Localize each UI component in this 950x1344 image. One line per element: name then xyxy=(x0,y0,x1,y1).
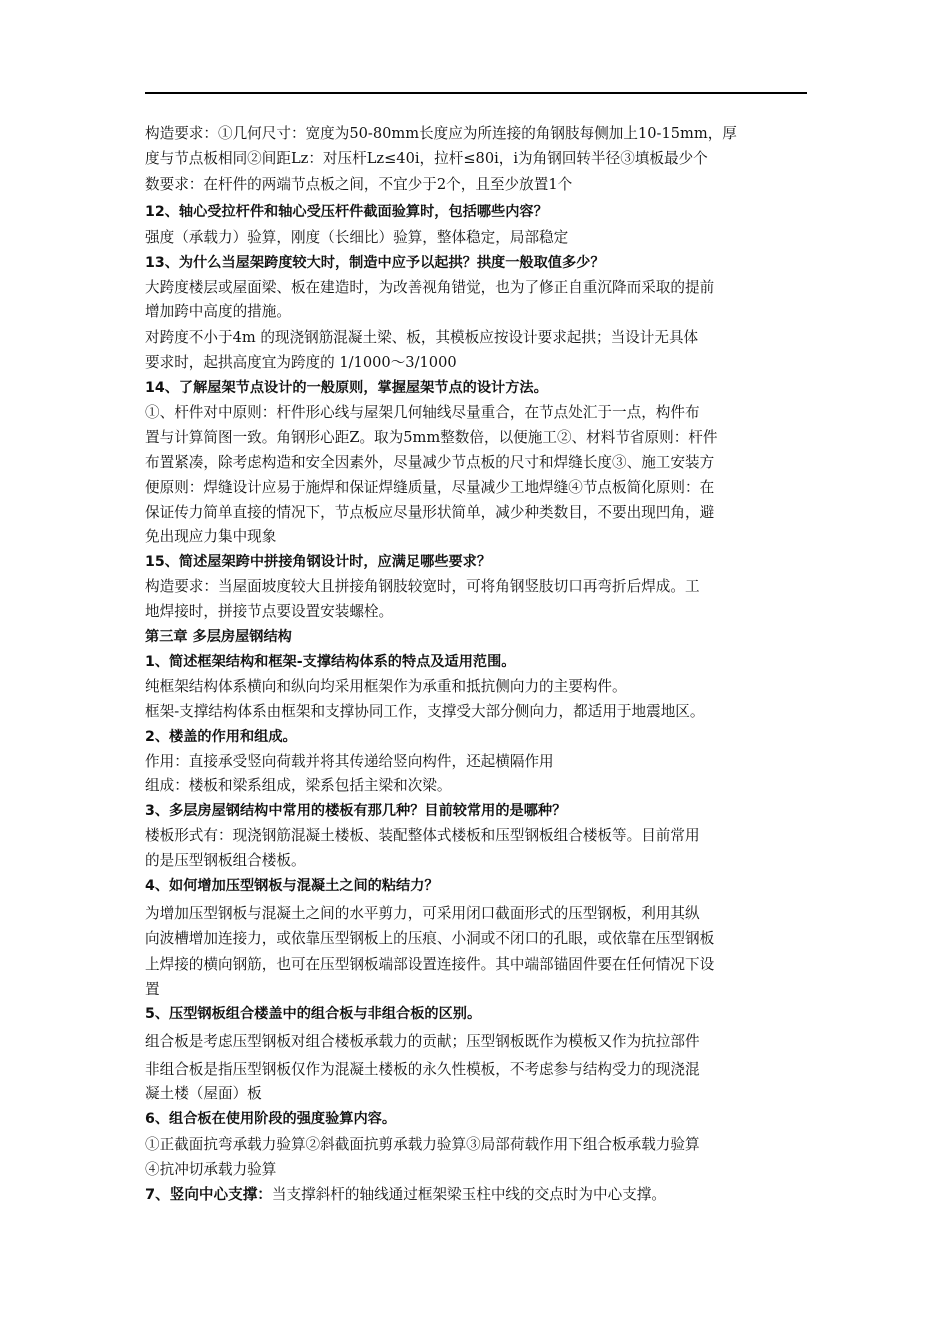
chapter-heading: 第三章 多层房屋钢结构 xyxy=(145,629,292,645)
body-text: 的是压型钢板组合楼板。 xyxy=(145,852,306,869)
question-heading: 15、简述屋架跨中拼接角钢设计时，应满足哪些要求？ xyxy=(145,554,492,570)
body-text: 非组合板是指压型钢板仅作为混凝土楼板的永久性模板，不考虑参与结构受力的现浇混 xyxy=(145,1061,700,1078)
body-text: 凝土楼（屋面）板 xyxy=(145,1085,262,1102)
body-text: 作用：直接承受竖向荷载并将其传递给竖向构件，还起横隔作用 xyxy=(145,753,554,770)
body-text: 构造要求：①几何尺寸：宽度为50-80mm长度应为所连接的角钢肢每侧加上10-15mm，厚 xyxy=(145,125,737,142)
body-text: 对跨度不小于4m 的现浇钢筋混凝土梁、板，其模板应按设计要求起拱；当设计无具体 xyxy=(145,329,699,346)
body-text: 要求时，起拱高度宜为跨度的 1/1000～3/1000 xyxy=(145,354,457,371)
question-heading: 4、如何增加压型钢板与混凝土之间的粘结力？ xyxy=(145,878,439,894)
body-text: 向波槽增加连接力，或依靠压型钢板上的压痕、小洞或不闭口的孔眼，或依靠在压型钢板 xyxy=(145,930,715,947)
body-text: ①正截面抗弯承载力验算②斜截面抗剪承载力验算③局部荷载作用下组合板承载力验算 xyxy=(145,1136,700,1153)
body-text: 为增加压型钢板与混凝土之间的水平剪力，可采用闭口截面形式的压型钢板，利用其纵 xyxy=(145,905,700,922)
definition-term: 7、竖向中心支撑： xyxy=(145,1186,272,1203)
body-text: 度与节点板相同②间距Lz：对压杆Lz≤40i，拉杆≤80i，i为角钢回转半径③填板最少个 xyxy=(145,150,708,167)
question-heading: 13、为什么当屋架跨度较大时，制造中应予以起拱？拱度一般取值多少？ xyxy=(145,255,605,271)
body-text: ④抗冲切承载力验算 xyxy=(145,1161,277,1178)
body-text: 强度（承载力）验算，刚度（长细比）验算，整体稳定，局部稳定 xyxy=(145,229,569,246)
definition-text: 当支撑斜杆的轴线通过框架梁玉柱中线的交点时为中心支撑。 xyxy=(271,1186,666,1203)
body-text: 楼板形式有：现浇钢筋混凝土楼板、装配整体式楼板和压型钢板组合楼板等。目前常用 xyxy=(145,827,700,844)
header-rule xyxy=(145,92,807,94)
definition-line xyxy=(145,1185,666,1205)
body-text: 免出现应力集中现象 xyxy=(145,528,277,545)
body-text: 置 xyxy=(145,981,160,998)
body-text: 组成：楼板和梁系组成，梁系包括主梁和次梁。 xyxy=(145,777,452,794)
body-text: 上焊接的横向钢筋，也可在压型钢板端部设置连接件。其中端部锚固件要在任何情况下设 xyxy=(145,956,715,973)
body-text: 框架-支撑结构体系由框架和支撑协同工作，支撑受大部分侧向力，都适用于地震地区。 xyxy=(145,703,705,720)
body-text: 构造要求：当屋面坡度较大且拼接角钢肢较宽时，可将角钢竖肢切口再弯折后焊成。工 xyxy=(145,578,700,595)
body-text: 纯框架结构体系横向和纵向均采用框架作为承重和抵抗侧向力的主要构件。 xyxy=(145,678,627,695)
question-heading: 1、简述框架结构和框架-支撑结构体系的特点及适用范围。 xyxy=(145,654,516,670)
body-text: 大跨度楼层或屋面梁、板在建造时，为改善视角错觉，也为了修正自重沉降而采取的提前 xyxy=(145,279,715,296)
question-heading: 2、楼盖的作用和组成。 xyxy=(145,729,297,745)
question-heading: 14、了解屋架节点设计的一般原则，掌握屋架节点的设计方法。 xyxy=(145,380,548,396)
body-text: 数要求：在杆件的两端节点板之间，不宜少于2个，且至少放置1个 xyxy=(145,176,573,193)
question-heading: 5、压型钢板组合楼盖中的组合板与非组合板的区别。 xyxy=(145,1006,482,1022)
body-text: 便原则：焊缝设计应易于施焊和保证焊缝质量，尽量减少工地焊缝④节点板简化原则：在 xyxy=(145,479,715,496)
body-text: 保证传力简单直接的情况下，节点板应尽量形状简单，减少种类数目，不要出现凹角，避 xyxy=(145,504,715,521)
question-heading: 6、组合板在使用阶段的强度验算内容。 xyxy=(145,1111,397,1127)
body-text: 地焊接时，拼接节点要设置安装螺栓。 xyxy=(145,603,394,620)
body-text: 布置紧凑，除考虑构造和安全因素外，尽量减少节点板的尺寸和焊缝长度③、施工安装方 xyxy=(145,454,715,471)
body-text: 增加跨中高度的措施。 xyxy=(145,303,291,320)
body-text: ①、杆件对中原则：杆件形心线与屋架几何轴线尽量重合，在节点处汇于一点，构件布 xyxy=(145,404,700,421)
body-text: 置与计算简图一致。角钢形心距Z。取为5mm整数倍，以便施工②、材料节省原则：杆件 xyxy=(145,429,718,446)
body-text: 组合板是考虑压型钢板对组合楼板承载力的贡献；压型钢板既作为模板又作为抗拉部件 xyxy=(145,1033,700,1050)
question-heading: 3、多层房屋钢结构中常用的楼板有那几种？目前较常用的是哪种？ xyxy=(145,803,567,819)
question-heading: 12、轴心受拉杆件和轴心受压杆件截面验算时，包括哪些内容？ xyxy=(145,204,548,220)
